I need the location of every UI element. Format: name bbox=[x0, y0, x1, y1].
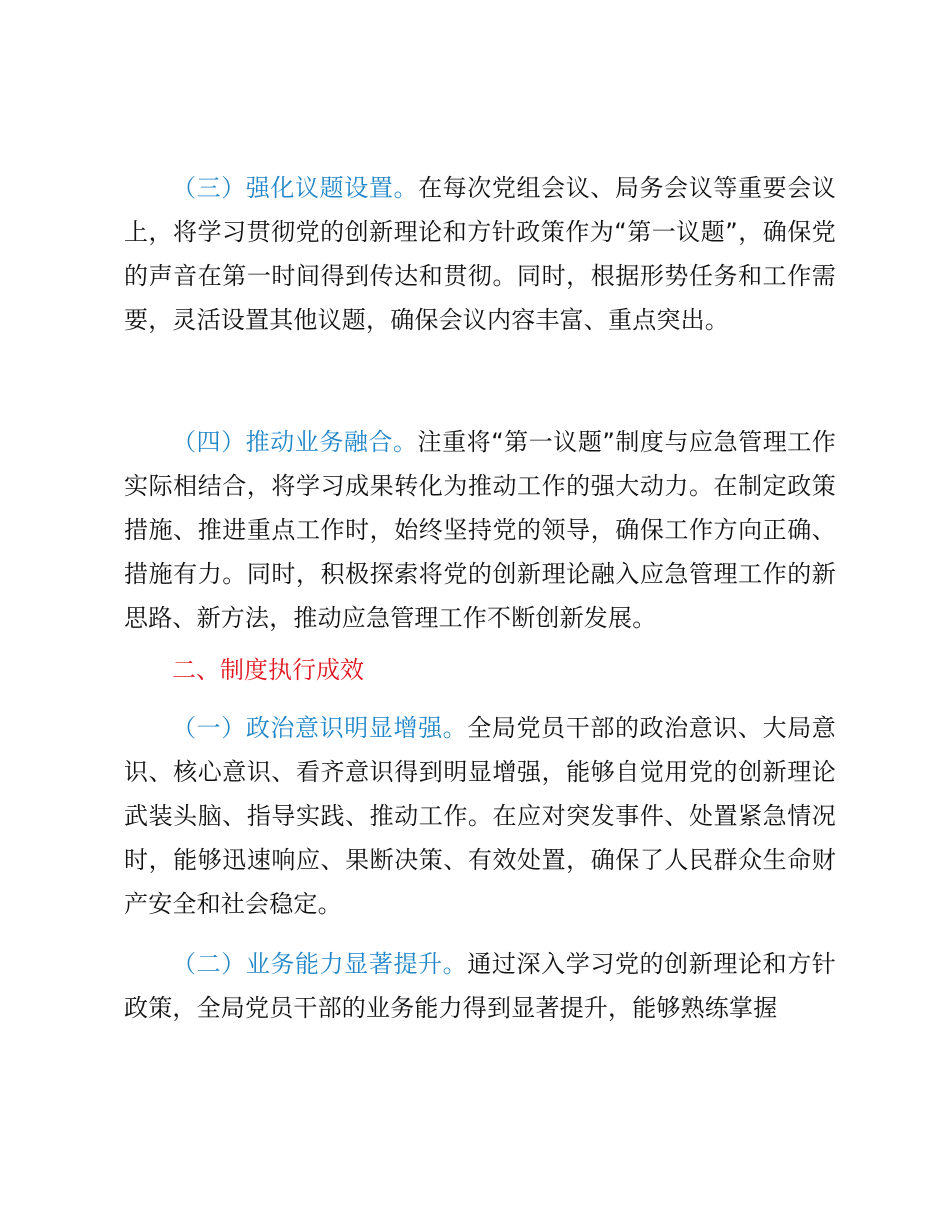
paragraph-heading: （三）强化议题设置。 bbox=[172, 174, 419, 202]
paragraph-body: 注重将“第一议题”制度与应急管理工作实际相结合，将学习成果转化为推动工作的强大动力。在制定政策措施、推进重点工作时，始终坚持党的领导，确保工作方向正确、措施有力。同时，积极探索将党的创新理论融入应急管理工作的新思路、新方法，推动应急管理工作不断创新发展。 bbox=[124, 428, 836, 632]
paragraph-heading: （二）业务能力显著提升。 bbox=[172, 950, 468, 978]
paragraph-business-integration bbox=[124, 420, 836, 640]
paragraph-strengthen-agenda bbox=[124, 166, 836, 342]
paragraph-body: 通过深入学习党的创新理论和方针政策，全局党员干部的业务能力得到显著提升，能够熟练掌握 bbox=[124, 950, 837, 1022]
paragraph-heading: （一）政治意识明显增强。 bbox=[172, 714, 468, 742]
paragraph-political-awareness bbox=[124, 706, 836, 926]
paragraph-body: 全局党员干部的政治意识、大局意识、核心意识、看齐意识得到明显增强，能够自觉用党的创新理论武装头脑、指导实践、推动工作。在应对突发事件、处置紧急情况时，能够迅速响应、果断决策、有效处置，确保了人民群众生命财产安全和社会稳定。 bbox=[124, 714, 837, 918]
paragraph-business-ability bbox=[124, 942, 836, 1030]
section-title: 二、制度执行成效 bbox=[172, 656, 364, 684]
paragraph-body: 在每次党组会议、局务会议等重要会议上，将学习贯彻党的创新理论和方针政策作为“第一议题”，确保党的声音在第一时间得到传达和贯彻。同时，根据形势任务和工作需要，灵活设置其他议题，确保会议内容丰富、重点突出。 bbox=[124, 174, 836, 334]
paragraph-heading: （四）推动业务融合。 bbox=[172, 428, 418, 456]
